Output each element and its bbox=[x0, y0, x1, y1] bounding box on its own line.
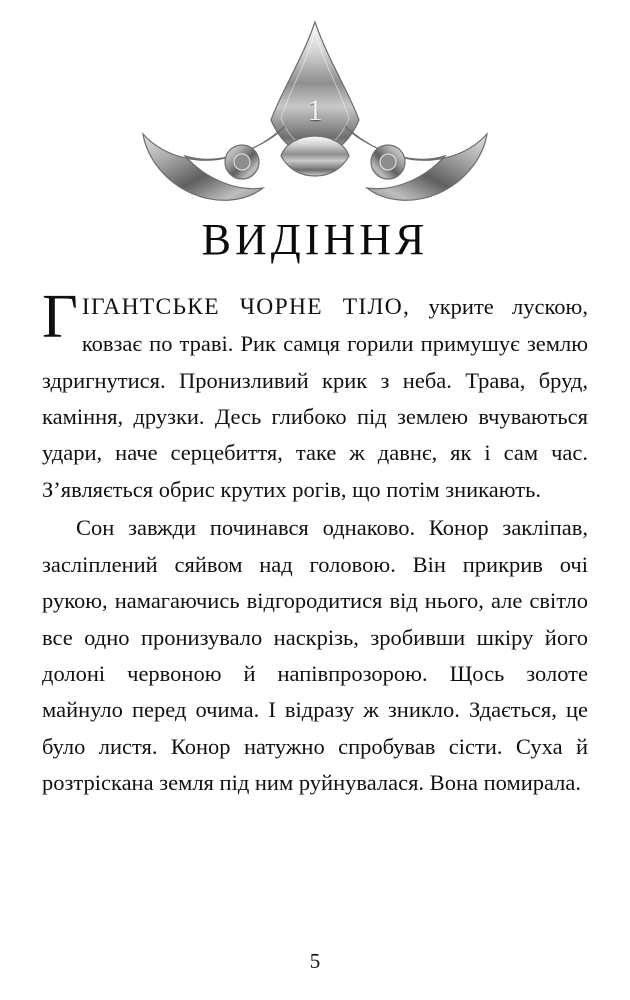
lead-in-text: ІГАНТСЬКЕ ЧОРНЕ ТІЛО, bbox=[81, 294, 411, 320]
horns-ornament-icon bbox=[135, 16, 495, 212]
chapter-number: 1 bbox=[307, 94, 323, 127]
page-number: 5 bbox=[309, 949, 321, 973]
body-text bbox=[42, 283, 588, 802]
paragraph-1 bbox=[42, 283, 588, 508]
drop-cap: Г bbox=[42, 283, 78, 351]
chapter-title: ВИДІННЯ bbox=[201, 215, 429, 264]
chapter-ornament bbox=[42, 14, 588, 214]
ornament-graphic bbox=[135, 16, 495, 212]
paragraph-2: Сон завжди починався однаково. Конор закліпав, засліплений сяйвом над головою. Він прикрив очі рукою, намагаючись відгородитися від нього, але світло все одно пронизувало наскрізь, зробивши шкіру його долоні червоною й напівпрозорою. Щось золоте майнуло перед очима. І відразу ж зникло. Здається, це було листя. Конор натужно спробував сісти. Суха й розтріскана земля під ним руйнувалася. Вона помирала. bbox=[42, 515, 588, 796]
paragraph-1-text: укрите лускою, ковзає по траві. Рик самця горили примушує землю здригнутися. Пронизливий крик з неба. Трава, бруд, каміння, друзки. Десь глибоко під землею вчуваються удари, наче серцебиття, таке ж давнє, як і сам час. З’являється обрис крутих рогів, що потім зникають. bbox=[42, 294, 588, 502]
